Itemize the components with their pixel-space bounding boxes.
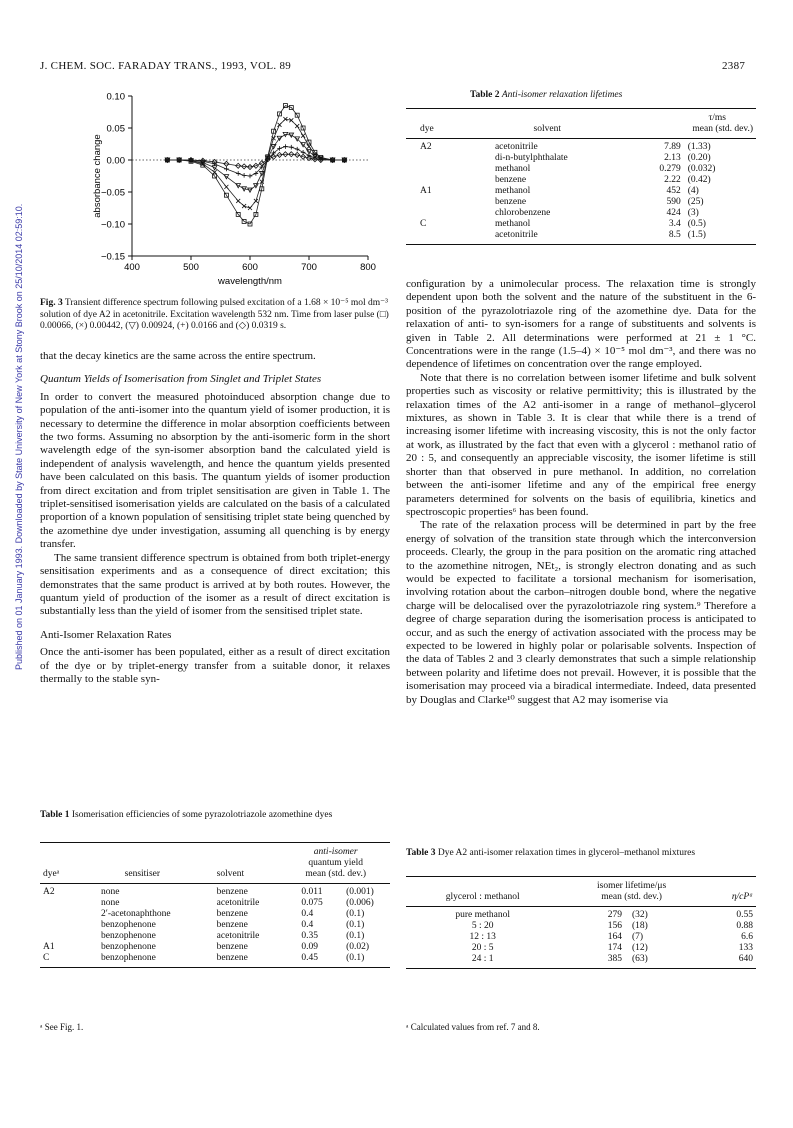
table-cell: 0.279 [659, 164, 681, 174]
x-tick-label: 600 [242, 262, 258, 273]
table-cell: 0.35 [301, 931, 319, 941]
table-cell [40, 909, 71, 920]
table1-header-anti: anti-isomer [313, 847, 358, 857]
table-cell: 2.13 [664, 153, 681, 163]
table-cell: (0.42) [687, 175, 711, 185]
section-quantum-yields-title: Quantum Yields of Isomerisation from Singlet and Triplet States [40, 373, 322, 386]
table-row [406, 208, 756, 219]
table-cell: (3) [687, 208, 699, 218]
table-cell [406, 175, 455, 186]
table1-header-yield: quantum yield [308, 858, 364, 868]
table3-caption [406, 848, 756, 860]
table1-caption [40, 810, 390, 822]
table2-header-tau: τ/ms [708, 113, 726, 123]
data-point [301, 134, 305, 138]
left-p2: The same transient difference spectrum is obtained from both triplet-energy sensitisation experiments and as a consequence of direct excitation; this demonstrates that the same product is arrived at by both routes. However, the quantum yield of production of the isomer as a result of direct excitation is substantially less than the yield of isomer from the sensitised triplet state. [40, 551, 390, 618]
table-cell: A2 [420, 142, 432, 152]
table-cell: (0.5) [687, 219, 706, 229]
download-notice: Published on 01 January 1993. Downloaded by State University of New York at Stony Brook on 25/10/2014 02:59:10. [14, 203, 24, 670]
data-point [213, 170, 217, 174]
chart-axes [92, 92, 376, 287]
left-p0: that the decay kinetics are the same across the entire spectrum. [40, 350, 316, 362]
fig3-caption-text: Transient difference spectrum following pulsed excitation of a 1.68 × 10⁻⁵ mol dm⁻³ solution of dye A2 in acetonitrile. Excitation wavelength 532 nm. Time from laser pulse (□) 0.00066, (×) 0.00442, (▽) 0.00924, (+) 0.0166 and (◇) 0.0319 s. [40, 298, 389, 331]
data-point [224, 185, 228, 189]
table-cell: 24 : 1 [471, 954, 494, 964]
table-row [406, 153, 756, 164]
right-column [406, 278, 756, 707]
table-row [406, 186, 756, 197]
x-tick-label: 700 [301, 262, 317, 273]
fig3-chart [40, 86, 380, 286]
chart-series [165, 104, 347, 226]
table-cell: 164 [607, 932, 622, 942]
table-cell: methanol [494, 186, 531, 196]
table-cell: 0.4 [301, 909, 314, 919]
table1-header-dye: dyeᵃ [43, 869, 60, 879]
table-cell: benzophenone [101, 942, 156, 952]
table-cell: 0.88 [736, 921, 753, 931]
table-cell: (25) [687, 197, 704, 207]
x-axis-label: wavelength/nm [218, 276, 282, 286]
table-cell: (63) [631, 954, 648, 964]
table-cell: benzene [216, 953, 248, 963]
table-cell: (0.1) [346, 931, 365, 941]
table-row [40, 942, 390, 953]
right-p2: Note that there is no correlation between isomer lifetime and bulk solvent properties such as viscosity or relative permittivity; this is illustrated by the relaxation times of the A2 anti-isomer in a range of methanol–glycerol mixtures, as shown in Table 3. It is clear that while there is a trend of increasing isomer lifetime with increasing viscosity, this is not the only factor at work, as illustrated by the fact that even with a glycerol : methanol ratio of 20 : 5, and consequently an appreciable viscosity, the isomer lifetime is still shorter than that observed in pure methanol. In addition, no correlation between the anti-isomer lifetime and any of the empirical free energy parameters determined for solvents on the basis of equilibria, kinetics and spectroscopic properties⁶ has been found. [406, 371, 756, 518]
table-cell: benzene [494, 197, 527, 207]
table-cell: 452 [666, 186, 681, 196]
table-cell: (0.02) [346, 942, 370, 952]
table-cell: (4) [687, 186, 699, 196]
table-cell: none [101, 898, 120, 908]
y-tick-label: −0.05 [100, 187, 125, 199]
table-cell: 5 : 20 [471, 921, 494, 931]
table3-footnote: ᵃ Calculated values from ref. 7 and 8. [406, 1022, 540, 1032]
table-cell: (1.5) [687, 230, 706, 240]
table-cell: 640 [738, 954, 753, 964]
table3 [406, 876, 756, 969]
fig3-caption [40, 298, 390, 333]
table-cell: A1 [43, 942, 55, 952]
table-cell: (0.1) [346, 909, 365, 919]
y-tick-label: 0.10 [106, 91, 125, 103]
journal-header: J. CHEM. SOC. FARADAY TRANS., 1993, VOL. 89 [40, 60, 292, 72]
table-cell: (12) [631, 943, 648, 953]
series-line [167, 106, 344, 224]
data-point [248, 174, 253, 179]
table2 [406, 108, 756, 245]
table3-title: Dye A2 anti-isomer relaxation times in glycerol–methanol mixtures [437, 848, 696, 858]
table-cell: 20 : 5 [471, 943, 494, 953]
table-cell: pure methanol [455, 910, 510, 920]
table3-header-ratio: glycerol : methanol [445, 892, 520, 902]
table1-header-mean: mean (std. dev.) [305, 869, 366, 879]
table-row [406, 932, 756, 943]
table3-header-viscosity: η/cPᵃ [731, 892, 753, 902]
table2-caption [470, 90, 622, 102]
data-point [224, 167, 229, 172]
table-cell: 12 : 13 [469, 932, 496, 942]
table2-header-mean: mean (std. dev.) [692, 124, 753, 134]
table1-header-solvent: solvent [216, 869, 245, 879]
download-sidebar [2, 150, 24, 670]
table-cell: C [420, 219, 427, 229]
y-tick-label: 0.00 [106, 155, 125, 167]
table-cell: (0.20) [687, 153, 711, 163]
table-row [40, 909, 390, 920]
table-cell: acetonitrile [494, 230, 538, 240]
table2-header-solvent: solvent [533, 124, 561, 134]
table1 [40, 842, 390, 968]
section-relaxation-title: Anti-Isomer Relaxation Rates [40, 628, 172, 641]
table1-header-sensitiser: sensitiser [124, 869, 161, 879]
data-point [254, 199, 258, 203]
data-point [248, 206, 252, 210]
data-point [236, 199, 240, 203]
y-tick-label: −0.15 [100, 251, 125, 263]
table-cell: benzophenone [101, 920, 156, 930]
table-cell: methanol [494, 164, 531, 174]
data-point [242, 173, 247, 178]
table-row [406, 139, 756, 154]
table-cell: 6.6 [741, 932, 753, 942]
fig3-label: Fig. 3 [40, 298, 63, 308]
right-p1: configuration by a unimolecular process. The relaxation time is strongly dependent upon both the solvent and the nature of the substituent in the 6-position of the pyrazolotriazole ring of the azomethine dye. Data for the relaxation of anti- to syn-isomers for a range of substituents and solvents is given in Table 2. All determinations were performed at 21 ± 1 °C. Concentrations were in the range (1.5–4) × 10⁻⁵ mol dm⁻³, and there was no dependence of lifetimes on concentration over the range employed. [406, 278, 756, 371]
table2-header-dye: dye [420, 124, 434, 134]
data-point [278, 123, 282, 127]
table-row [406, 230, 756, 245]
table2-title: Anti-isomer relaxation lifetimes [501, 90, 623, 100]
table-cell: 8.5 [668, 230, 681, 240]
table-cell: 7.89 [664, 142, 681, 152]
table-cell: benzene [216, 909, 248, 919]
table-row [40, 884, 390, 899]
table-row [40, 898, 390, 909]
table1-label: Table 1 [40, 810, 70, 820]
table-cell: 0.09 [301, 942, 319, 952]
data-point [236, 171, 241, 176]
table-row [406, 219, 756, 230]
y-tick-label: −0.10 [100, 219, 125, 231]
table-cell: 0.075 [301, 898, 323, 908]
table-cell: benzene [216, 887, 248, 897]
table-cell: (0.006) [346, 898, 374, 908]
table-cell: 424 [666, 208, 681, 218]
x-tick-label: 800 [360, 262, 376, 273]
data-point [289, 145, 294, 150]
table-row [406, 954, 756, 969]
table-cell: 156 [607, 921, 622, 931]
table-cell: di-n-butylphthalate [494, 153, 568, 163]
table-cell: benzophenone [101, 953, 156, 963]
table-cell: A1 [420, 186, 432, 196]
left-p1: In order to convert the measured photoinduced absorption change due to population of the anti-isomer into the quantum yield of isomer production, it is necessary to determine the difference in molar absorption coefficients between the two forms. Assuming no absorption by the anti-isomeric form in the short wavelength edge of the syn-isomer absorption band the calculated yield is independent of analysis wavelength, and hence the quantum yields presented have been calculated on this basis. The quantum yields of isomer production from direct excitation and from triplet sensitisation are given in Table 1. The triplet-sensitised isomerisation yields are calculated on the basis of a calculated proportion of a known population of sensitising triplet state being quenched by the azomethine dye under investigation, assuming all quenching is by energy transfer. [40, 390, 390, 551]
table2-label: Table 2 [470, 90, 500, 100]
table-cell: 0.45 [301, 953, 319, 963]
table-row [406, 164, 756, 175]
table-cell: 590 [666, 197, 681, 207]
table-cell [406, 153, 455, 164]
left-p3: Once the anti-isomer has been populated, either as a result of direct excitation of the dye or by triplet-energy transfer from a suitable donor, it relaxes thermally to the stable syn- [40, 646, 390, 685]
table-cell: A2 [43, 887, 55, 897]
table-row [406, 907, 756, 922]
table-cell: benzophenone [101, 931, 156, 941]
table-cell: none [101, 887, 120, 897]
table-cell: (7) [631, 932, 644, 942]
series-square [165, 104, 346, 226]
table-cell: benzene [216, 942, 248, 952]
y-axis-label: absorbance change [92, 134, 103, 218]
table3-header-mean: mean (std. dev.) [601, 892, 662, 902]
table-row [40, 953, 390, 968]
table-cell: acetonitrile [494, 142, 538, 152]
table-cell: C [43, 953, 50, 963]
table-cell [40, 931, 71, 942]
table-cell: methanol [494, 219, 531, 229]
table-cell: benzene [216, 920, 248, 930]
data-point [295, 124, 299, 128]
table-cell: (0.1) [346, 953, 365, 963]
table-cell: 0.4 [301, 920, 314, 930]
table1-title: Isomerisation efficiencies of some pyrazolotriazole azomethine dyes [71, 810, 333, 820]
left-column [40, 350, 390, 686]
table-cell: chlorobenzene [494, 208, 551, 218]
table-cell: 385 [607, 954, 622, 964]
right-p3: The rate of the relaxation process will be determined in part by the free energy of solvation of the transition state through which the interconversion proceeds. Clearly, the group in the para position on the aromatic ring attached to the azomethine nitrogen, NEt₂, is strongly electron donating and as such would be expected to facilitate a torsional mechanism for isomerisation, involving rotation about the carbon–nitrogen double bond, where the negative charge will be delocalised over the pyrazolotriazole ring system.⁹ Therefore a degree of charge separation during the isomerisation process is anticipated to occur, and as such the energy of activation associated with the process may be expected to be lowered in highly polar or polarisable solvents. Inspection of the data of Tables 2 and 3 clearly demonstrates that such a simple relationship between polarity and lifetime does not prevail. However, it is possible that the isomerisation may proceed via a biradical intermediate. Indeed, data presented by Douglas and Clarke¹⁰ suggest that A2 may isomerise via [406, 519, 756, 706]
page-number: 2387 [722, 60, 746, 72]
table-cell: (32) [631, 910, 648, 920]
table-cell: benzene [494, 175, 527, 185]
table-cell: 3.4 [668, 219, 681, 229]
table-cell: (18) [631, 921, 648, 931]
table-row [406, 943, 756, 954]
table-cell: 0.011 [301, 887, 323, 897]
data-point [283, 144, 288, 149]
table-row [40, 931, 390, 942]
table-cell [406, 230, 455, 245]
table-row [406, 197, 756, 208]
table-cell: 0.55 [736, 910, 753, 920]
table3-label: Table 3 [406, 848, 436, 858]
x-tick-label: 500 [183, 262, 199, 273]
table-cell: 2.22 [664, 175, 681, 185]
table-cell: 2′-acetonaphthone [101, 909, 171, 919]
table-cell: 133 [738, 943, 753, 953]
table3-header-lifetime: isomer lifetime/μs [596, 881, 667, 891]
table-cell [406, 197, 455, 208]
table1-footnote: ᵃ See Fig. 1. [40, 1022, 84, 1032]
x-tick-label: 400 [124, 262, 140, 273]
table-row [40, 920, 390, 931]
table-cell: (1.33) [687, 142, 711, 152]
table-cell: acetonitrile [216, 931, 260, 941]
table-cell [40, 898, 71, 909]
data-point [307, 145, 311, 149]
table-cell [40, 920, 71, 931]
table-cell: (0.001) [346, 887, 374, 897]
y-tick-label: 0.05 [106, 123, 125, 135]
data-point [295, 147, 300, 152]
table-cell [406, 208, 455, 219]
table-row [406, 175, 756, 186]
table-row [406, 921, 756, 932]
table-cell: (0.032) [687, 164, 716, 174]
table-cell: 174 [607, 943, 622, 953]
table-cell: (0.1) [346, 920, 365, 930]
table-cell: acetonitrile [216, 898, 260, 908]
table-cell: 279 [607, 910, 622, 920]
data-point [242, 204, 246, 208]
table-cell [406, 164, 455, 175]
